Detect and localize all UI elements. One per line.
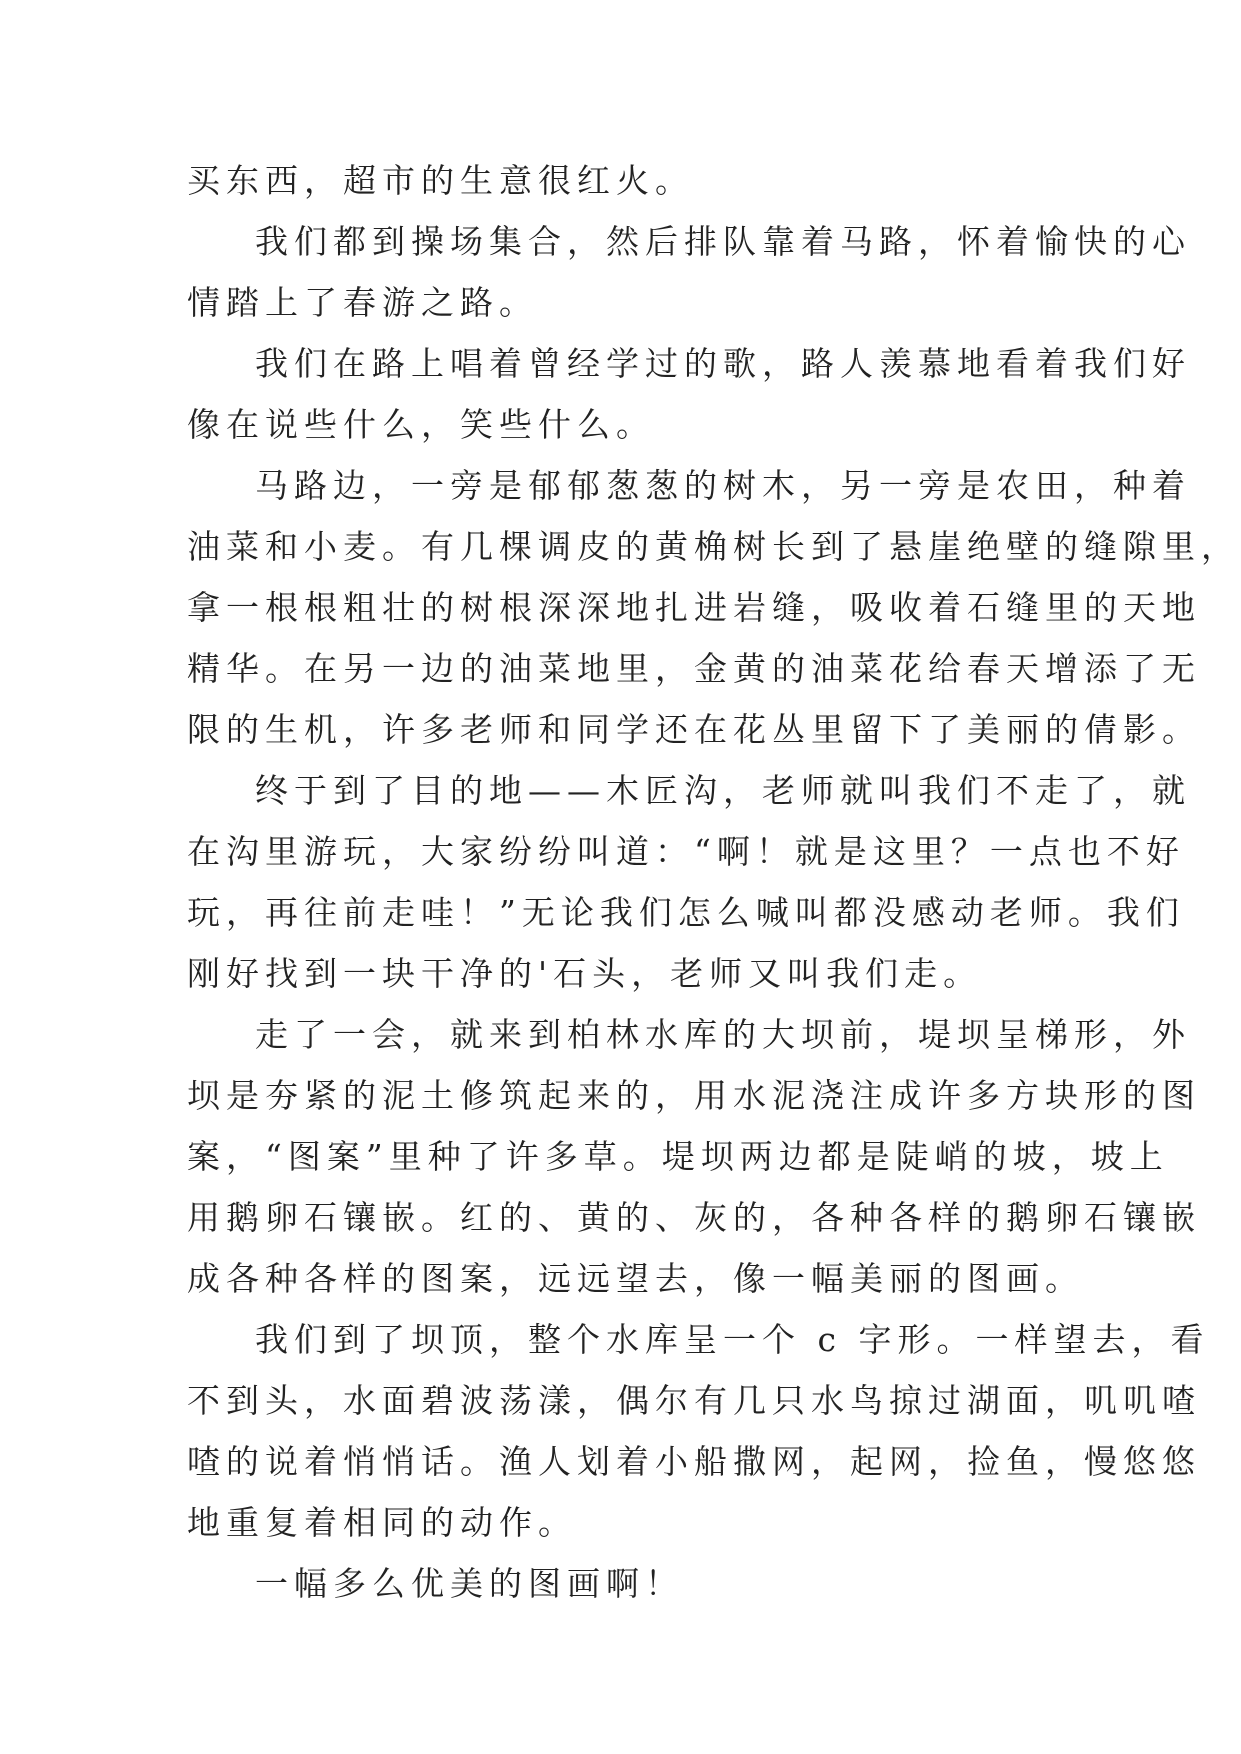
text-line: 我们都到操场集合，然后排队靠着马路，怀着愉快的心 xyxy=(255,222,1191,261)
text-line: 终于到了目的地——木匠沟，老师就叫我们不走了，就 xyxy=(255,771,1191,810)
text-line: 玩，再往前走哇！”无论我们怎么喊叫都没感动老师。我们 xyxy=(187,893,1185,932)
text-line: 买东西，超市的生意很红火。 xyxy=(187,161,694,200)
text-line: 不到头，水面碧波荡漾，偶尔有几只水鸟掠过湖面，叽叽喳 xyxy=(187,1381,1201,1420)
text-line: 一幅多么优美的图画啊！ xyxy=(255,1564,684,1603)
text-line: 像在说些什么，笑些什么。 xyxy=(187,405,655,444)
text-line: 地重复着相同的动作。 xyxy=(187,1503,577,1542)
body-text xyxy=(187,150,1240,1614)
text-line: 坝是夯紧的泥土修筑起来的，用水泥浇注成许多方块形的图 xyxy=(187,1076,1201,1115)
text-line: 用鹅卵石镶嵌。红的、黄的、灰的，各种各样的鹅卵石镶嵌 xyxy=(187,1198,1201,1237)
text-line: 刚好找到一块干净的'石头，老师又叫我们走。 xyxy=(187,954,983,993)
text-line: 走了一会，就来到柏林水库的大坝前，堤坝呈梯形，外 xyxy=(255,1015,1191,1054)
text-line: 限的生机，许多老师和同学还在花丛里留下了美丽的倩影。 xyxy=(187,710,1201,749)
text-line: 在沟里游玩，大家纷纷叫道：“啊！就是这里？一点也不好 xyxy=(187,832,1185,871)
text-line: 我们在路上唱着曾经学过的歌，路人羡慕地看着我们好 xyxy=(255,344,1191,383)
text-line: 喳的说着悄悄话。渔人划着小船撒网，起网，捡鱼，慢悠悠 xyxy=(187,1442,1201,1481)
text-line: 精华。在另一边的油菜地里，金黄的油菜花给春天增添了无 xyxy=(187,649,1201,688)
text-line: 拿一根根粗壮的树根深深地扎进岩缝，吸收着石缝里的天地 xyxy=(187,588,1201,627)
text-line: 情踏上了春游之路。 xyxy=(187,283,538,322)
text-line: 案，“图案”里种了许多草。堤坝两边都是陡峭的坡，坡上 xyxy=(187,1137,1169,1176)
text-line: 成各种各样的图案，远远望去，像一幅美丽的图画。 xyxy=(187,1259,1084,1298)
text-line: 油菜和小麦。有几棵调皮的黄桷树长到了悬崖绝壁的缝隙里， xyxy=(187,527,1240,566)
text-line: 我们到了坝顶，整个水库呈一个 c 字形。一样望去，看 xyxy=(255,1320,1210,1359)
text-line: 马路边，一旁是郁郁葱葱的树木，另一旁是农田，种着 xyxy=(255,466,1191,505)
